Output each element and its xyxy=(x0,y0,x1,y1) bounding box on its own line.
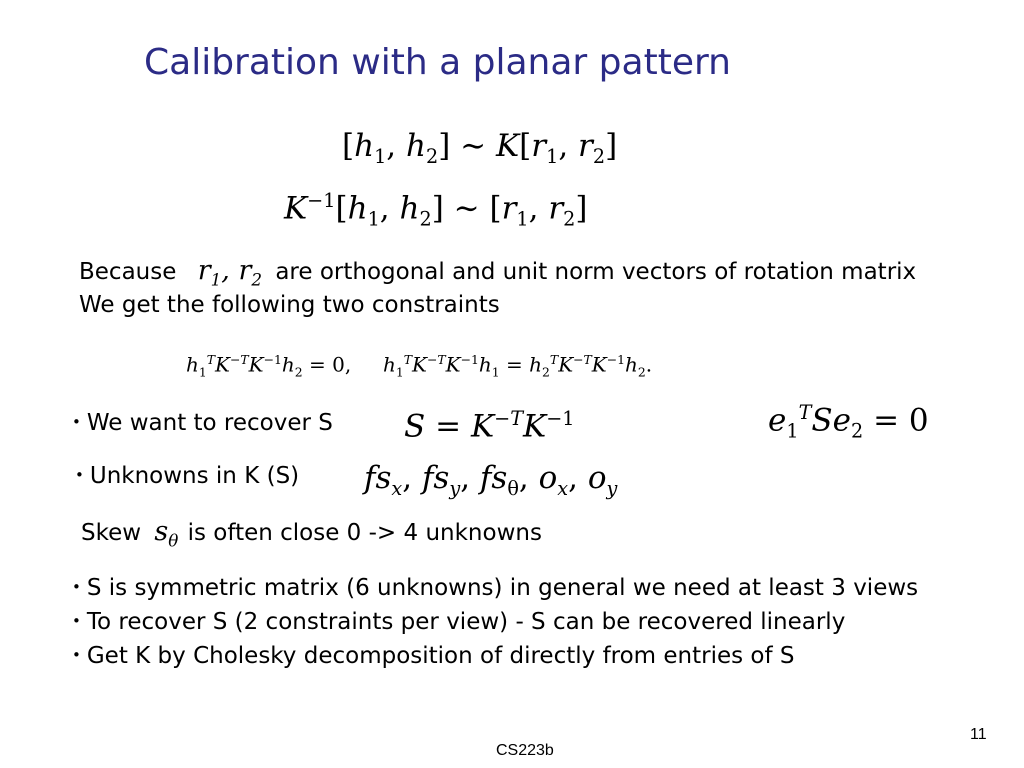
equation-constraints: $h_1^TK^{-T}K^{-1}h_2 = 0$, $h_1^TK^{-T}K^{-1}h_1 = h_2^TK^{-T}K^{-1}h_2$. xyxy=(186,352,653,380)
bullet-marker: • xyxy=(72,646,81,664)
bullet-unknowns xyxy=(75,461,299,490)
bullet-symmetric-text: S is symmetric matrix (6 unknowns) in general we need at least 3 views xyxy=(86,575,919,601)
bullet-unknowns-text: Unknowns in K (S) xyxy=(89,463,300,489)
bullet-recover-s xyxy=(72,408,333,437)
equation-inverse: $K^{-1}[h_1$, $h_2$] ∼ [$r_1$, $r_2$] xyxy=(284,189,588,231)
page-number: 11 xyxy=(970,726,987,743)
bullet-marker: • xyxy=(72,612,81,630)
r-vectors-inline: $r_1$, $r_2$ xyxy=(197,255,263,290)
skew-label: Skew xyxy=(81,520,142,546)
s-theta-inline: $s_\theta$ xyxy=(154,516,179,551)
skew-description: is often close 0 -> 4 unknowns xyxy=(187,520,542,546)
equation-unknowns: $fs_x$, $fs_y$, $fs_\theta$, $o_x$, $o_y$ xyxy=(364,460,618,501)
equation-homography: [$h_1$, $h_2$] ∼ $K[r_1$, $r_2$] xyxy=(342,128,618,169)
constraints-intro: We get the following two constraints xyxy=(79,292,500,318)
course-label: CS223b xyxy=(496,742,554,759)
bullet-marker: • xyxy=(75,466,84,484)
bullet-linear xyxy=(72,607,845,636)
equation-e-constraint: $e_1^TSe_2 = 0$ xyxy=(768,401,929,443)
bullet-cholesky-text: Get K by Cholesky decomposition of directly from entries of S xyxy=(86,643,795,669)
because-description: are orthogonal and unit norm vectors of rotation matrix xyxy=(275,259,917,285)
equation-s-definition: $S = K^{-T}K^{-1}$ xyxy=(404,407,575,445)
bullet-symmetric xyxy=(72,573,918,602)
bullet-cholesky xyxy=(72,641,795,670)
bullet-marker: • xyxy=(72,413,81,431)
slide-title: Calibration with a planar pattern xyxy=(144,42,731,83)
because-label: Because xyxy=(79,259,177,285)
bullet-marker: • xyxy=(72,578,81,596)
because-line xyxy=(79,257,916,293)
skew-line xyxy=(81,518,542,554)
bullet-recover-s-text: We want to recover S xyxy=(86,410,333,436)
bullet-linear-text: To recover S (2 constraints per view) - S can be recovered linearly xyxy=(86,609,846,635)
